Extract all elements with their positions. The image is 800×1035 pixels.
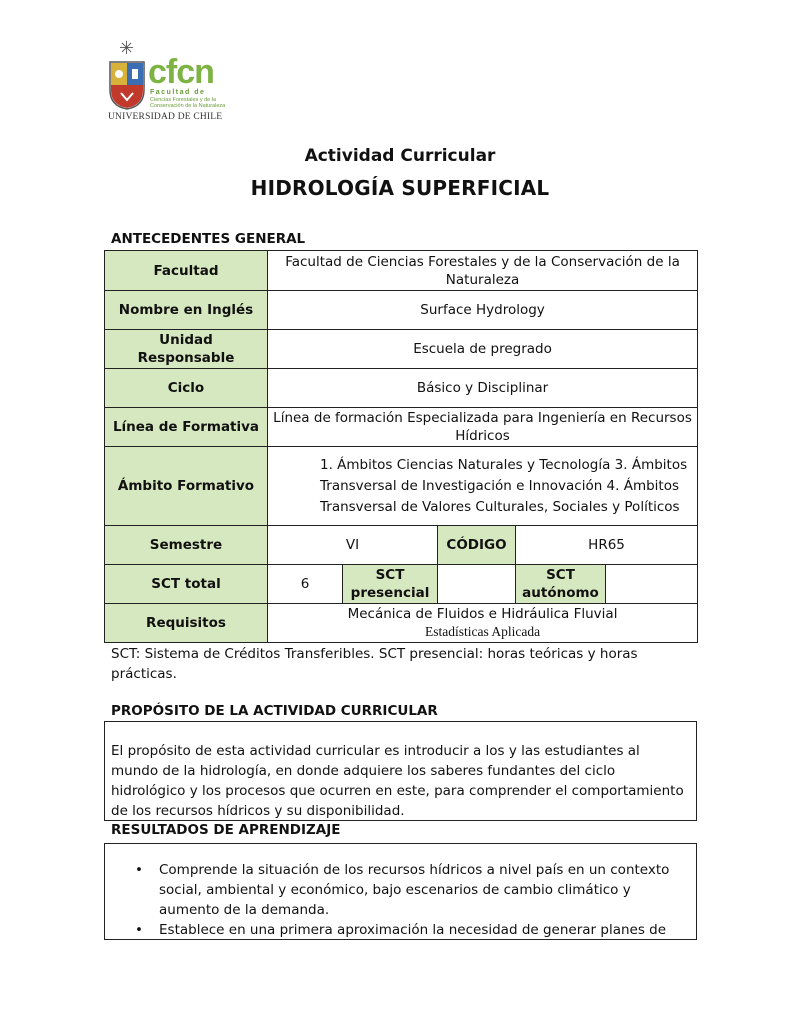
star-icon: ✳: [119, 38, 135, 59]
document-title: HIDROLOGÍA SUPERFICIAL: [250, 176, 550, 200]
facultad-value: Facultad de Ciencias Forestales y de la Conservación de la Naturaleza: [268, 251, 698, 291]
resultado-text: Comprende la situación de los recursos hídricos a nivel país en un contexto social, ambiental y económico, bajo escenarios de cambio climático y aumento de la demanda.: [159, 862, 670, 918]
unidad-value: Escuela de pregrado: [268, 330, 698, 369]
resultados-heading: RESULTADOS DE APRENDIZAJE: [111, 822, 341, 838]
table-row: [105, 291, 698, 330]
ciclo-label: Ciclo: [105, 369, 268, 408]
codigo-value: HR65: [516, 526, 698, 565]
requisito-item: Mecánica de Fluidos e Hidráulica Fluvial: [347, 606, 618, 622]
antecedentes-heading: ANTECEDENTES GENERAL: [111, 231, 306, 247]
proposito-heading: PROPÓSITO DE LA ACTIVIDAD CURRICULAR: [111, 703, 438, 719]
resultado-text: Establece en una primera aproximación la necesidad de generar planes de: [159, 922, 667, 938]
proposito-box: [104, 721, 697, 821]
ambito-label: Ámbito Formativo: [105, 447, 268, 526]
proposito-text: El propósito de esta actividad curricular es introducir a los y las estudiantes al mundo de la hidrología, en donde adquiere los saberes fundantes del ciclo hidrológico y los procesos que ocurren en este, para comprender el comportamiento de los recursos hídricos y su disponibilidad.: [111, 743, 684, 819]
table-row: [105, 526, 698, 565]
logo-subtitle-line: Facultad de: [150, 89, 206, 96]
resultados-box: [104, 843, 697, 940]
linea-label: Línea de Formativa: [105, 408, 268, 447]
semestre-value: VI: [268, 526, 438, 565]
antecedentes-table: [104, 250, 698, 643]
sct-total-label: SCT total: [105, 565, 268, 604]
logo-subtitle-line: Conservación de la Naturaleza: [150, 103, 226, 109]
logo-subtitle: [150, 90, 230, 110]
sct-presencial-value: [438, 565, 516, 604]
sct-total-value: 6: [268, 565, 343, 604]
table-row: [105, 369, 698, 408]
resultados-list: [133, 860, 688, 940]
university-name: UNIVERSIDAD DE CHILE: [108, 112, 223, 122]
ingles-label: Nombre en Inglés: [105, 291, 268, 330]
unidad-label: Unidad Responsable: [105, 330, 268, 369]
sct-note: SCT: Sistema de Créditos Transferibles. SCT presencial: horas teóricas y horas prácticas.: [111, 646, 638, 682]
university-shield-icon: [108, 60, 146, 110]
ciclo-value: Básico y Disciplinar: [268, 369, 698, 408]
logo-subtitle-line: Ciencias Forestales y de la: [150, 96, 217, 103]
codigo-label: CÓDIGO: [438, 526, 516, 565]
sct-autonomo-value: [606, 565, 698, 604]
requisito-item: Estadísticas Aplicada: [424, 624, 541, 639]
table-row: [105, 447, 698, 526]
list-item: [133, 860, 688, 920]
sct-presencial-label: SCT presencial: [343, 565, 438, 604]
table-row: [105, 565, 698, 604]
requisitos-label: Requisitos: [105, 604, 268, 643]
list-item: [133, 920, 688, 940]
table-row: [105, 330, 698, 369]
bullet-icon: •: [135, 922, 143, 938]
sct-autonomo-label: SCT autónomo: [516, 565, 606, 604]
ingles-value: Surface Hydrology: [268, 291, 698, 330]
facultad-label: Facultad: [105, 251, 268, 291]
table-row: [105, 604, 698, 643]
logo-acronym: cfcn: [148, 53, 214, 91]
document-subtitle: Actividad Curricular: [304, 146, 496, 166]
table-row: [105, 408, 698, 447]
linea-value: Línea de formación Especializada para Ingeniería en Recursos Hídricos: [268, 408, 698, 447]
ambito-value: 1. Ámbitos Ciencias Naturales y Tecnología 3. Ámbitos Transversal de Investigación e Innovación 4. Ámbitos Transversal de Valores Culturales, Sociales y Políticos: [268, 447, 698, 526]
table-row: [105, 251, 698, 291]
semestre-label: Semestre: [105, 526, 268, 565]
requisitos-value: [268, 604, 698, 643]
faculty-logo: [108, 40, 228, 124]
bullet-icon: •: [135, 862, 143, 878]
